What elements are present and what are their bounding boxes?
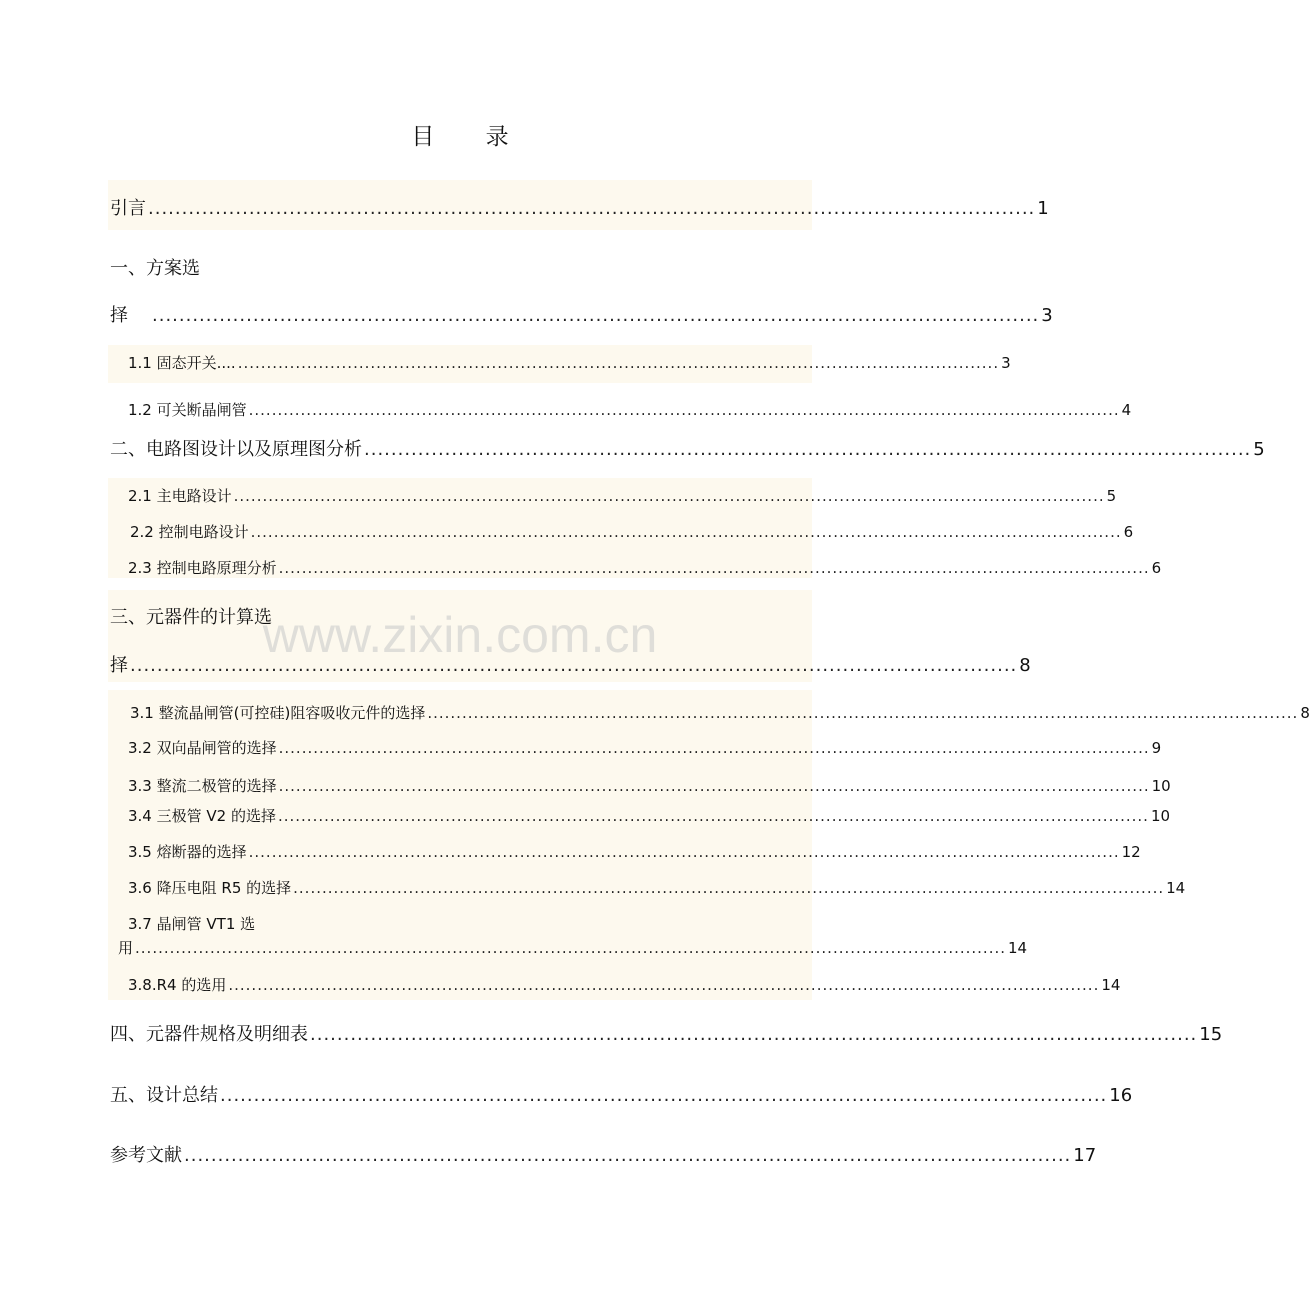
leader-dots: ....................................................................................................................................................... bbox=[277, 807, 1149, 825]
toc-entry-3-1[interactable]: 3.1 整流晶闸管(可控硅)阻容吸收元件的选择 ....................................................................................................................................................... 8 bbox=[130, 704, 1310, 722]
leader-dots: ....................................................................................................................................................... bbox=[278, 777, 1150, 795]
toc-entry-intro[interactable]: 引言 .................................................................................................................................... 1 bbox=[110, 198, 1049, 219]
toc-entry-3-7-label[interactable]: 3.7 晶闸管 VT1 选 bbox=[128, 915, 256, 933]
toc-entry-section5[interactable]: 五、设计总结 .................................................................................................................................... 16 bbox=[110, 1085, 1133, 1106]
toc-entry-section4[interactable]: 四、元器件规格及明细表 .................................................................................................................................... 15 bbox=[110, 1024, 1223, 1045]
leader-dots: .................................................................................................................................... bbox=[184, 1145, 1072, 1166]
leader-dots: .................................................................................................................................... bbox=[364, 439, 1252, 460]
toc-entry-2-2[interactable]: 2.2 控制电路设计 ....................................................................................................................................................... 6 bbox=[130, 523, 1134, 541]
toc-entry-3-7[interactable]: 用 ....................................................................................................................................................... 14 bbox=[118, 939, 1028, 957]
toc-entry-section1-label[interactable]: 一、方案选 bbox=[110, 258, 200, 279]
toc-entry-3-6[interactable]: 3.6 降压电阻 R5 的选择 ....................................................................................................................................................... 14 bbox=[128, 879, 1186, 897]
toc-entry-references[interactable]: 参考文献 .................................................................................................................................... 17 bbox=[110, 1145, 1097, 1166]
leader-dots: ....................................................................................................................................................... bbox=[228, 976, 1100, 994]
toc-entry-3-2[interactable]: 3.2 双向晶闸管的选择 ....................................................................................................................................................... 9 bbox=[128, 739, 1162, 757]
leader-dots: .................................................................................................................................... bbox=[152, 305, 1040, 326]
leader-dots: .................................................................................................................................... bbox=[148, 198, 1036, 219]
leader-dots: ....................................................................................................................................................... bbox=[278, 739, 1150, 757]
leader-dots: ....................................................................................................................................................... bbox=[135, 939, 1006, 957]
toc-title: 目 录 bbox=[411, 124, 531, 150]
leader-dots: ....................................................................................................................................................... bbox=[293, 879, 1165, 897]
leader-dots: ....................................................................................................................................................... bbox=[278, 559, 1150, 577]
toc-entry-2-3[interactable]: 2.3 控制电路原理分析 ....................................................................................................................................................... 6 bbox=[128, 559, 1162, 577]
toc-entry-section3-label[interactable]: 三、元器件的计算选 bbox=[110, 607, 272, 628]
toc-entry-3-8[interactable]: 3.8.R4 的选用 ....................................................................................................................................................... 14 bbox=[128, 976, 1121, 994]
toc-entry-3-4[interactable]: 3.4 三极管 V2 的选择 ....................................................................................................................................................... 10 bbox=[128, 807, 1171, 825]
toc-entry-1-2[interactable]: 1.2 可关断晶闸管 ....................................................................................................................................................... 4 bbox=[128, 401, 1132, 419]
toc-entry-section2[interactable]: 二、电路图设计以及原理图分析 .................................................................................................................................... 5 bbox=[110, 439, 1265, 460]
toc-entry-1-1[interactable]: 1.1 固态开关.... .................................................................................................................................... 3 bbox=[128, 354, 1011, 372]
leader-dots: ....................................................................................................................................................... bbox=[248, 843, 1120, 861]
toc-entry-section3[interactable]: 择 .................................................................................................................................... 8 bbox=[110, 655, 1031, 676]
leader-dots: .................................................................................................................................... bbox=[310, 1024, 1198, 1045]
leader-dots: ....................................................................................................................................................... bbox=[250, 523, 1122, 541]
toc-entry-section1[interactable]: 择 .................................................................................................................................... 3 bbox=[110, 305, 1053, 326]
leader-dots: .................................................................................................................................... bbox=[220, 1085, 1108, 1106]
toc-entry-3-3[interactable]: 3.3 整流二极管的选择 ....................................................................................................................................................... 10 bbox=[128, 777, 1171, 795]
leader-dots: ....................................................................................................................................................... bbox=[427, 704, 1299, 722]
toc-entry-3-5[interactable]: 3.5 熔断器的选择 ....................................................................................................................................................... 12 bbox=[128, 843, 1141, 861]
toc-entry-2-1[interactable]: 2.1 主电路设计 ....................................................................................................................................................... 5 bbox=[128, 487, 1117, 505]
leader-dots: .................................................................................................................................... bbox=[237, 354, 1000, 372]
leader-dots: .................................................................................................................................... bbox=[130, 655, 1018, 676]
leader-dots: ....................................................................................................................................................... bbox=[248, 401, 1120, 419]
leader-dots: ....................................................................................................................................................... bbox=[233, 487, 1105, 505]
watermark: www.zixin.com.cn bbox=[262, 607, 658, 663]
